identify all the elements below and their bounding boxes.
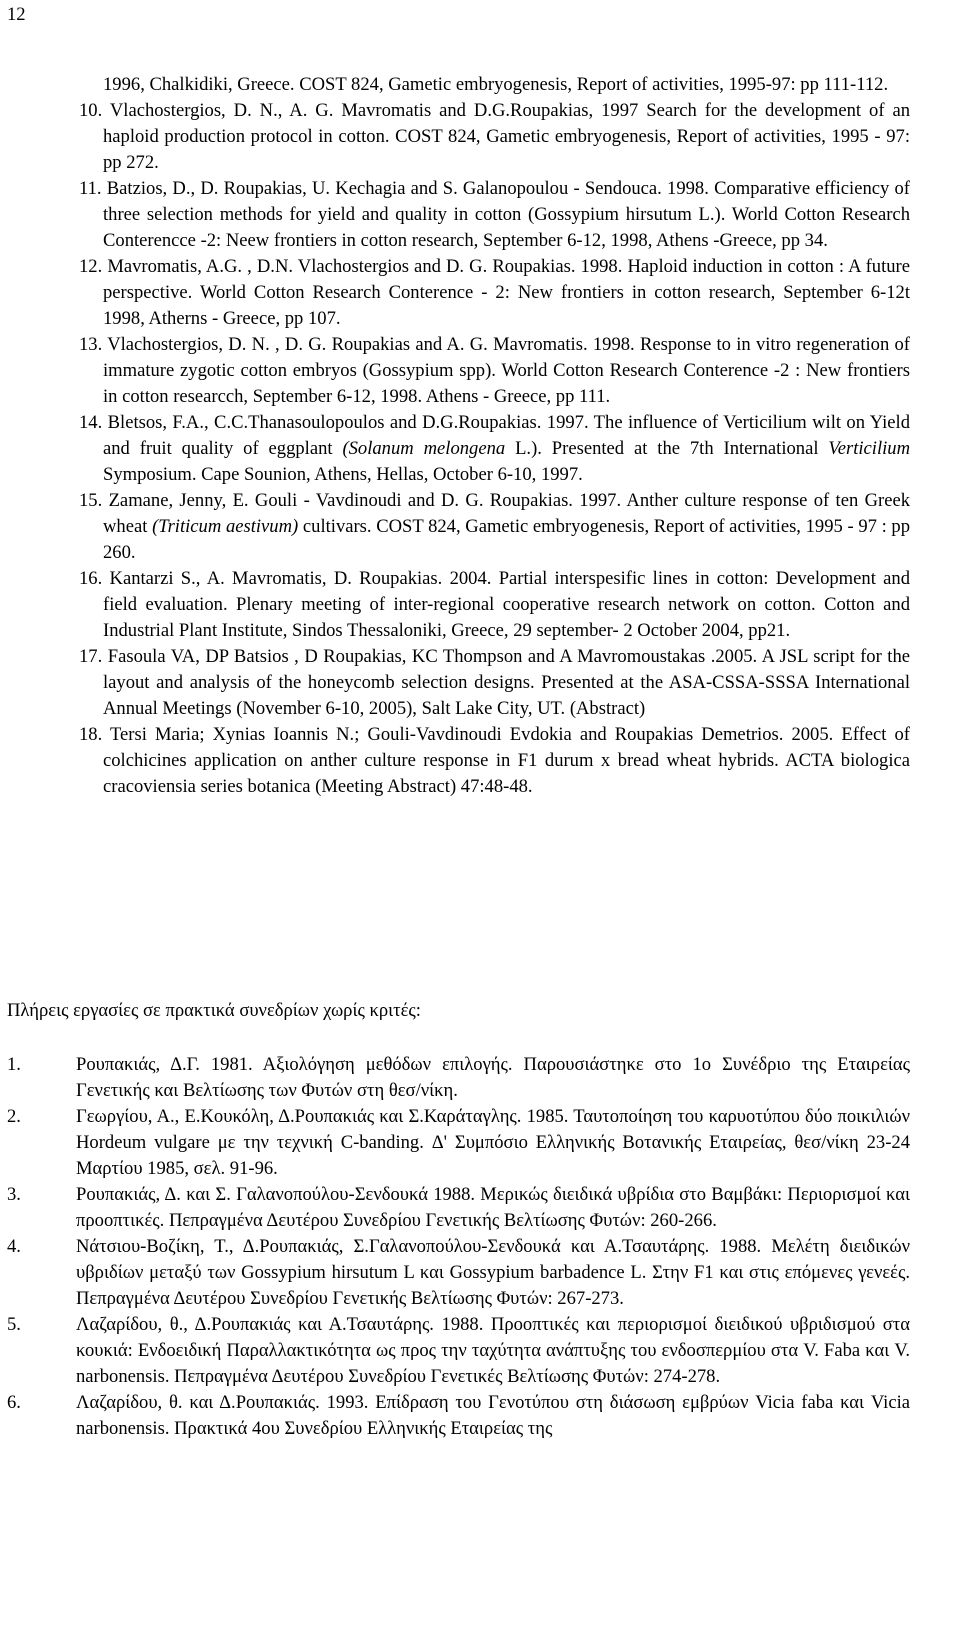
- reference-continuation: [79, 72, 910, 98]
- reference-body: Λαζαρίδου, θ., Δ.Ρουπακιάς και Α.Τσαυτάρης. 1988. Προοπτικές και περιορισμοί διειδικού υβριδισμού στα κουκιά: Ενδοειδική Παραλλακτικότητα ως προς την ταχύτητα ανάπτυξης του ενδοσπερμίου στα V. Faba και V. narbonensis. Πεπραγμένα Δευτέρου Συνεδρίου Γενετικές Βελτίωσης Φυτών: 274-278.: [76, 1314, 910, 1387]
- reference-number: 13.: [79, 334, 103, 355]
- greek-reference-4: [7, 1234, 910, 1312]
- reference-number: 4.: [7, 1236, 21, 1257]
- greek-reference-list: [7, 1052, 910, 1442]
- reference-number: 12.: [79, 256, 103, 277]
- reference-body: Zamane, Jenny, E. Gouli - Vavdinoudi and D. G. Roupakias. 1997. Anther culture response of ten Greek wheat: [103, 490, 910, 537]
- reference-number: 2.: [7, 1106, 21, 1127]
- reference-number: 15.: [79, 490, 103, 511]
- reference-body: cultivars. COST 824, Gametic embryogenesis, Report of activities, 1995 - 97 : pp 260.: [103, 516, 910, 563]
- reference-14: [79, 410, 910, 488]
- reference-text: [79, 176, 910, 254]
- reference-body: Mavromatis, A.G. , D.N. Vlachostergios and D. G. Roupakias. 1998. Haploid induction in cotton : A future perspective. World Cotton Research Conterence - 2: New frontiers in cotton research, September 6-12t 1998, Atherns - Greece, pp 107.: [103, 256, 910, 329]
- reference-number: 6.: [7, 1392, 21, 1413]
- greek-reference-1: [7, 1052, 910, 1104]
- reference-10: [79, 98, 910, 176]
- reference-body: Νάτσιου-Βοζίκη, Τ., Δ.Ρουπακιάς, Σ.Γαλανοπούλου-Σενδουκά και Α.Τσαυτάρης. 1988. Μελέτη διειδικών υβριδίων μεταξύ των Gossypium hirsutum L και Gossypium barbadence L. Στην F1 και στις επόμενες γενεές. Πεπραγμένα Δευτέρου Συνεδρίου Γενετικής Βελτίωσης Φυτών: 267-273.: [76, 1236, 910, 1309]
- reference-body: Kantarzi S., A. Mavromatis, D. Roupakias. 2004. Partial interspesific lines in cotton: Development and field evaluation. Plenary meeting of inter-regional cooperative research network on cotton. Cotton and Industrial Plant Institute, Sindos Thessaloniki, Greece, 29 september- 2 October 2004, pp21.: [103, 568, 910, 641]
- reference-13: [79, 332, 910, 410]
- species-name: (Solanum melongena: [342, 438, 506, 459]
- reference-text: [79, 98, 910, 176]
- genus-name: Verticilium: [828, 438, 910, 459]
- reference-body: Batzios, D., D. Roupakias, U. Kechagia and S. Galanopoulou - Sendouca. 1998. Comparative efficiency of three selection methods for yield and quality in cotton (Gossypium hirsutum L.). World Cotton Research Conterencce -2: Neew frontiers in cotton research, September 6-12, 1998, Athens -Greece, pp 34.: [103, 178, 911, 251]
- reference-number: 14.: [79, 412, 103, 433]
- page-number: 12: [7, 4, 26, 25]
- reference-number: 3.: [7, 1184, 21, 1205]
- reference-body: L.). Presented at the 7th International: [505, 438, 829, 459]
- reference-number: 10.: [79, 100, 103, 121]
- reference-text: [79, 722, 910, 800]
- reference-17: [79, 644, 910, 722]
- reference-number: 11.: [79, 178, 102, 199]
- reference-body: Ρουπακιάς, Δ.Γ. 1981. Αξιολόγηση μεθόδων επιλογής. Παρουσιάστηκε στο 1ο Συνέδριο της Εταιρείας Γενετικής και Βελτίωσης των Φυτών στη θεσ/νίκη.: [76, 1054, 910, 1101]
- reference-body: Ρουπακιάς, Δ. και Σ. Γαλανοπούλου-Σενδουκά 1988. Μερικώς διειδικά υβρίδια στο Βαμβάκι: Περιορισμοί και προοπτικές. Πεπραγμένα Δευτέρου Συνεδρίου Γενετικής Βελτίωσης Φυτών: 260-266.: [76, 1184, 910, 1231]
- reference-number: 5.: [7, 1314, 21, 1335]
- reference-12: [79, 254, 910, 332]
- reference-number: 17.: [79, 646, 103, 667]
- reference-text: [79, 410, 910, 488]
- reference-16: [79, 566, 910, 644]
- reference-body: Vlachostergios, D. N., A. G. Mavromatis and D.G.Roupakias, 1997 Search for the development of an haploid production protocol in cotton. COST 824, Gametic embryogenesis, Report of activities, 1995 - 97: pp 272.: [103, 100, 910, 173]
- reference-body: Vlachostergios, D. N. , D. G. Roupakias and A. G. Mavromatis. 1998. Response to in vitro regeneration of immature zygotic cotton embryos (Gossypium spp). World Cotton Research Conterence -2 : New frontiers in cotton researcch, September 6-12, 1998. Athens - Greece, pp 111.: [103, 334, 910, 407]
- reference-11: [79, 176, 910, 254]
- reference-number: 18.: [79, 724, 103, 745]
- reference-body: Symposium. Cape Sounion, Athens, Hellas, October 6-10, 1997.: [103, 464, 583, 485]
- reference-body: Γεωργίου, Α., Ε.Κουκόλη, Δ.Ρουπακιάς και Σ.Καράταγλης. 1985. Ταυτοποίηση του καρυοτύπου δύο ποικιλιών Hordeum vulgare με την τεχνική C-banding. Δ' Συμπόσιο Ελληνικής Βοτανικής Εταιρείας, θεσ/νίκη 23-24 Μαρτίου 1985, σελ. 91-96.: [76, 1106, 910, 1179]
- reference-text: [79, 644, 910, 722]
- reference-body: Tersi Maria; Xynias Ioannis N.; Gouli-Vavdinoudi Evdokia and Roupakias Demetrios. 2005. Effect of colchicines application on anther culture response in F1 durum x bread wheat hybrids. ACTA biologica cracoviensia series botanica (Meeting Abstract) 47:48-48.: [103, 724, 910, 797]
- greek-reference-5: [7, 1312, 910, 1390]
- reference-number: 1.: [7, 1054, 21, 1075]
- reference-body: Fasoula VA, DP Batsios , D Roupakias, KC Thompson and A Mavromoustakas .2005. A JSL script for the layout and analysis of the honeycomb selection designs. Presented at the ASA-CSSA-SSSA International Annual Meetings (November 6-10, 2005), Salt Lake City, UT. (Abstract): [103, 646, 910, 719]
- greek-reference-3: [7, 1182, 910, 1234]
- reference-text: [79, 566, 910, 644]
- reference-body: Bletsos, F.A., C.C.Thanasoulopoulos and D.G.Roupakias. 1997. The influence of Verticilium wilt on Yield and fruit quality of eggplant: [103, 412, 910, 459]
- reference-number: 16.: [79, 568, 103, 589]
- reference-15: [79, 488, 910, 566]
- section-heading: Πλήρεις εργασίες σε πρακτικά συνεδρίων χωρίς κριτές:: [7, 1000, 421, 1021]
- reference-text: [79, 488, 910, 566]
- species-name: (Triticum aestivum): [152, 516, 299, 537]
- reference-body: Λαζαρίδου, θ. και Δ.Ρουπακιάς. 1993. Επίδραση του Γενοτύπου στη διάσωση εμβρύων Vicia faba και Vicia narbonensis. Πρακτικά 4ου Συνεδρίου Ελληνικής Εταιρείας της: [76, 1392, 910, 1439]
- english-reference-list: [79, 72, 910, 800]
- greek-reference-2: [7, 1104, 910, 1182]
- reference-18: [79, 722, 910, 800]
- reference-text: [79, 332, 910, 410]
- greek-reference-6: [7, 1390, 910, 1442]
- reference-text: 1996, Chalkidiki, Greece. COST 824, Gametic embryogenesis, Report of activities, 1995-97: pp 111-112.: [103, 74, 889, 95]
- reference-text: [79, 254, 910, 332]
